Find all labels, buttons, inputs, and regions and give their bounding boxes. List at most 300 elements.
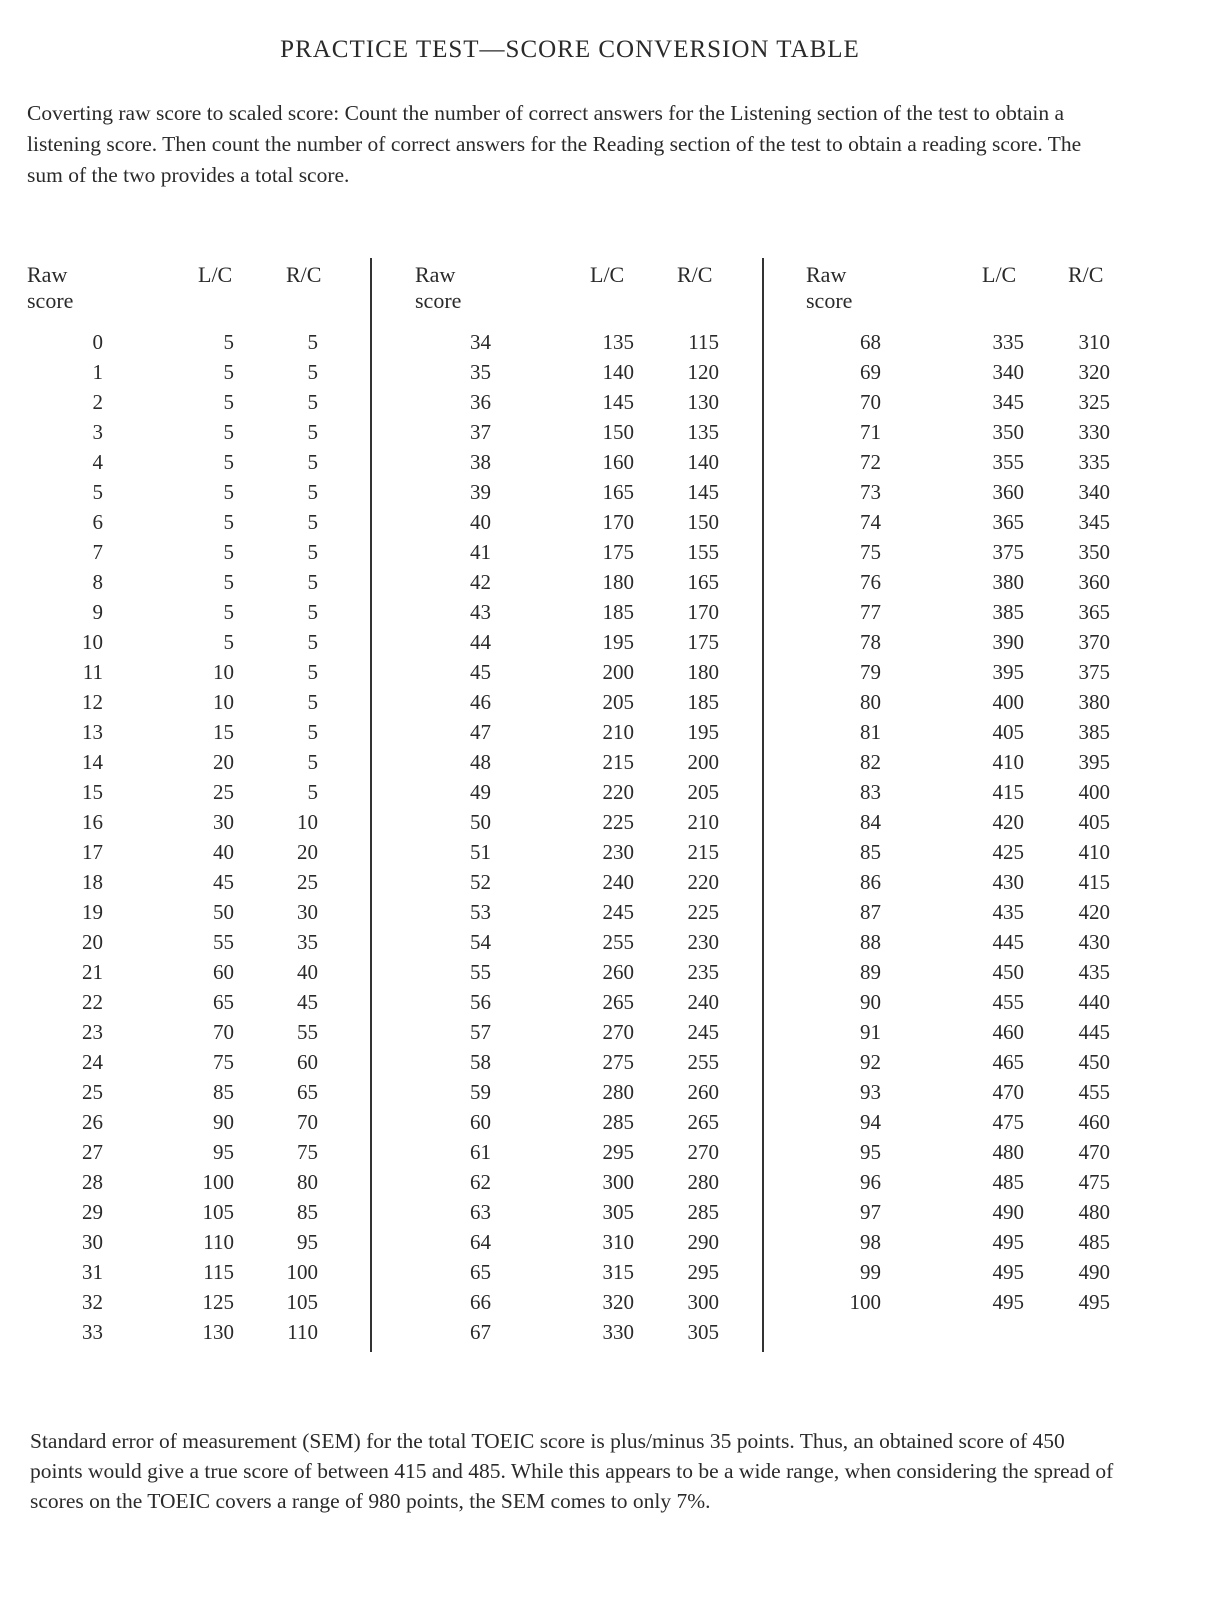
lc-score-cell: 385 [992, 600, 1024, 624]
raw-score-cell: 42 [470, 570, 491, 594]
raw-score-cell: 26 [82, 1110, 103, 1134]
rc-score-cell: 120 [687, 360, 719, 384]
column-divider [370, 258, 372, 1352]
header-lc: L/C [198, 262, 233, 287]
raw-score-cell: 98 [860, 1230, 881, 1254]
raw-score-cell: 69 [860, 360, 881, 384]
rc-score-cell: 340 [1078, 480, 1110, 504]
lc-score-cell: 310 [602, 1230, 634, 1254]
rc-score-cell: 25 [297, 870, 318, 894]
lc-score-cell: 380 [992, 570, 1024, 594]
header-rc: R/C [286, 262, 322, 287]
rc-score-cell: 235 [687, 960, 719, 984]
rc-score-cell: 140 [687, 450, 719, 474]
lc-score-cell: 5 [223, 390, 234, 414]
raw-score-cell: 11 [82, 660, 103, 684]
lc-score-cell: 90 [213, 1110, 234, 1134]
lc-score-cell: 165 [602, 480, 634, 504]
raw-score-cell: 68 [860, 330, 881, 354]
lc-score-cell: 330 [602, 1320, 634, 1344]
raw-score-cell: 25 [82, 1080, 103, 1104]
rc-score-cell: 325 [1078, 390, 1110, 414]
lc-score-cell: 225 [602, 810, 634, 834]
lc-score-cell: 65 [213, 990, 234, 1014]
raw-score-cell: 93 [860, 1080, 881, 1104]
lc-score-cell: 40 [213, 840, 234, 864]
rc-score-cell: 5 [307, 720, 318, 744]
lc-score-cell: 50 [213, 900, 234, 924]
raw-score-cell: 89 [860, 960, 881, 984]
raw-score-cell: 40 [470, 510, 491, 534]
rc-score-cell: 35 [297, 930, 318, 954]
lc-score-cell: 200 [602, 660, 634, 684]
lc-score-cell: 15 [213, 720, 234, 744]
lc-score-cell: 410 [992, 750, 1024, 774]
rc-score-cell: 255 [687, 1050, 719, 1074]
rc-score-cell: 410 [1078, 840, 1110, 864]
rc-score-cell: 5 [307, 780, 318, 804]
rc-score-cell: 330 [1078, 420, 1110, 444]
raw-score-cell: 60 [470, 1110, 491, 1134]
rc-score-cell: 5 [307, 510, 318, 534]
raw-score-cell: 20 [82, 930, 103, 954]
intro-paragraph: Coverting raw score to scaled score: Count the number of correct answers for the Listening section of the test to obtain a listening score. Then count the number of correct answers for the Reading section of the test to obtain a reading score. The sum of the two provides a total score. [27, 101, 1082, 187]
raw-score-cell: 85 [860, 840, 881, 864]
raw-score-cell: 72 [860, 450, 881, 474]
lc-score-cell: 305 [602, 1200, 634, 1224]
raw-score-cell: 27 [82, 1140, 103, 1164]
lc-score-cell: 70 [213, 1020, 234, 1044]
raw-score-cell: 34 [470, 330, 491, 354]
rc-score-cell: 115 [688, 330, 719, 354]
rc-score-cell: 5 [307, 600, 318, 624]
rc-score-cell: 5 [307, 660, 318, 684]
rc-score-cell: 460 [1078, 1110, 1110, 1134]
raw-score-cell: 4 [92, 450, 103, 474]
lc-score-cell: 210 [602, 720, 634, 744]
rc-score-cell: 280 [687, 1170, 719, 1194]
lc-score-cell: 175 [602, 540, 634, 564]
lc-score-cell: 415 [992, 780, 1024, 804]
lc-score-cell: 110 [203, 1230, 234, 1254]
lc-score-cell: 455 [992, 990, 1024, 1014]
lc-score-cell: 355 [992, 450, 1024, 474]
rc-score-cell: 20 [297, 840, 318, 864]
lc-score-cell: 270 [602, 1020, 634, 1044]
lc-score-cell: 495 [992, 1290, 1024, 1314]
lc-score-cell: 5 [223, 540, 234, 564]
rc-score-cell: 345 [1078, 510, 1110, 534]
raw-score-cell: 78 [860, 630, 881, 654]
header-raw-score: Raw score [415, 262, 462, 313]
lc-score-cell: 275 [602, 1050, 634, 1074]
lc-score-cell: 465 [992, 1050, 1024, 1074]
rc-score-cell: 245 [687, 1020, 719, 1044]
lc-score-cell: 5 [223, 330, 234, 354]
rc-score-cell: 75 [297, 1140, 318, 1164]
rc-score-cell: 210 [687, 810, 719, 834]
rc-score-cell: 475 [1078, 1170, 1110, 1194]
raw-score-cell: 61 [470, 1140, 491, 1164]
lc-score-cell: 180 [602, 570, 634, 594]
rc-score-cell: 380 [1078, 690, 1110, 714]
rc-score-cell: 370 [1078, 630, 1110, 654]
raw-score-cell: 95 [860, 1140, 881, 1164]
lc-score-cell: 5 [223, 630, 234, 654]
raw-score-cell: 12 [82, 690, 103, 714]
raw-score-cell: 33 [82, 1320, 103, 1344]
lc-score-cell: 5 [223, 600, 234, 624]
rc-score-cell: 485 [1078, 1230, 1110, 1254]
raw-score-cell: 52 [470, 870, 491, 894]
raw-score-cell: 18 [82, 870, 103, 894]
rc-score-cell: 265 [687, 1110, 719, 1134]
raw-score-cell: 41 [470, 540, 491, 564]
rc-score-cell: 335 [1078, 450, 1110, 474]
rc-score-cell: 5 [307, 630, 318, 654]
lc-score-cell: 5 [223, 570, 234, 594]
lc-score-cell: 60 [213, 960, 234, 984]
lc-score-cell: 390 [992, 630, 1024, 654]
raw-score-cell: 82 [860, 750, 881, 774]
raw-score-cell: 29 [82, 1200, 103, 1224]
raw-score-cell: 64 [470, 1230, 491, 1254]
lc-score-cell: 315 [602, 1260, 634, 1284]
lc-score-cell: 55 [213, 930, 234, 954]
lc-score-cell: 340 [992, 360, 1024, 384]
lc-score-cell: 475 [992, 1110, 1024, 1134]
lc-score-cell: 135 [602, 330, 634, 354]
raw-score-cell: 90 [860, 990, 881, 1014]
raw-score-cell: 94 [860, 1110, 881, 1134]
page-title: PRACTICE TEST—SCORE CONVERSION TABLE [280, 36, 860, 63]
lc-score-cell: 495 [992, 1230, 1024, 1254]
raw-score-cell: 75 [860, 540, 881, 564]
lc-score-cell: 240 [602, 870, 634, 894]
rc-score-cell: 440 [1078, 990, 1110, 1014]
rc-score-cell: 470 [1078, 1140, 1110, 1164]
raw-score-cell: 65 [470, 1260, 491, 1284]
lc-score-cell: 285 [602, 1110, 634, 1134]
raw-score-cell: 39 [470, 480, 491, 504]
rc-score-cell: 180 [687, 660, 719, 684]
rc-score-cell: 495 [1078, 1290, 1110, 1314]
rc-score-cell: 105 [286, 1290, 318, 1314]
raw-score-cell: 50 [470, 810, 491, 834]
rc-score-cell: 130 [687, 390, 719, 414]
rc-score-cell: 5 [307, 690, 318, 714]
lc-score-cell: 450 [992, 960, 1024, 984]
rc-score-cell: 5 [307, 540, 318, 564]
raw-score-cell: 80 [860, 690, 881, 714]
raw-score-cell: 57 [470, 1020, 491, 1044]
rc-score-cell: 30 [297, 900, 318, 924]
lc-score-cell: 10 [213, 690, 234, 714]
rc-score-cell: 290 [687, 1230, 719, 1254]
lc-score-cell: 45 [213, 870, 234, 894]
lc-score-cell: 435 [992, 900, 1024, 924]
raw-score-cell: 54 [470, 930, 491, 954]
lc-score-cell: 395 [992, 660, 1024, 684]
rc-score-cell: 400 [1078, 780, 1110, 804]
rc-score-cell: 420 [1078, 900, 1110, 924]
rc-score-cell: 205 [687, 780, 719, 804]
raw-score-cell: 99 [860, 1260, 881, 1284]
raw-score-cell: 32 [82, 1290, 103, 1314]
raw-score-cell: 5 [92, 480, 103, 504]
raw-score-cell: 28 [82, 1170, 103, 1194]
raw-score-cell: 24 [82, 1050, 103, 1074]
raw-score-cell: 44 [470, 630, 491, 654]
rc-score-cell: 415 [1078, 870, 1110, 894]
raw-score-cell: 62 [470, 1170, 491, 1194]
raw-score-cell: 87 [860, 900, 881, 924]
raw-score-cell: 83 [860, 780, 881, 804]
rc-score-cell: 220 [687, 870, 719, 894]
raw-score-cell: 19 [82, 900, 103, 924]
rc-score-cell: 270 [687, 1140, 719, 1164]
lc-score-cell: 5 [223, 420, 234, 444]
rc-score-cell: 135 [687, 420, 719, 444]
rc-score-cell: 5 [307, 750, 318, 774]
lc-score-cell: 160 [602, 450, 634, 474]
lc-score-cell: 125 [202, 1290, 234, 1314]
raw-score-cell: 13 [82, 720, 103, 744]
raw-score-cell: 91 [860, 1020, 881, 1044]
raw-score-cell: 96 [860, 1170, 881, 1194]
raw-score-cell: 8 [92, 570, 103, 594]
lc-score-cell: 105 [202, 1200, 234, 1224]
raw-score-cell: 0 [92, 330, 103, 354]
raw-score-cell: 36 [470, 390, 491, 414]
header-rc: R/C [677, 262, 713, 287]
lc-score-cell: 345 [992, 390, 1024, 414]
rc-score-cell: 10 [297, 810, 318, 834]
raw-score-cell: 84 [860, 810, 881, 834]
lc-score-cell: 5 [223, 510, 234, 534]
header-lc: L/C [982, 262, 1017, 287]
header-rc: R/C [1068, 262, 1104, 287]
raw-score-cell: 86 [860, 870, 881, 894]
lc-score-cell: 195 [602, 630, 634, 654]
rc-score-cell: 300 [687, 1290, 719, 1314]
raw-score-cell: 22 [82, 990, 103, 1014]
rc-score-cell: 5 [307, 450, 318, 474]
raw-score-cell: 79 [860, 660, 881, 684]
raw-score-cell: 70 [860, 390, 881, 414]
rc-score-cell: 240 [687, 990, 719, 1014]
raw-score-cell: 56 [470, 990, 491, 1014]
rc-score-cell: 145 [687, 480, 719, 504]
rc-score-cell: 445 [1078, 1020, 1110, 1044]
rc-score-cell: 65 [297, 1080, 318, 1104]
raw-score-cell: 6 [92, 510, 103, 534]
raw-score-cell: 100 [849, 1290, 881, 1314]
rc-score-cell: 215 [687, 840, 719, 864]
raw-score-cell: 71 [860, 420, 881, 444]
lc-score-cell: 335 [992, 330, 1024, 354]
rc-score-cell: 5 [307, 420, 318, 444]
raw-score-cell: 51 [470, 840, 491, 864]
raw-score-cell: 1 [92, 360, 103, 384]
rc-score-cell: 450 [1078, 1050, 1110, 1074]
rc-score-cell: 80 [297, 1170, 318, 1194]
lc-score-cell: 150 [602, 420, 634, 444]
raw-score-cell: 43 [470, 600, 491, 624]
rc-score-cell: 395 [1078, 750, 1110, 774]
rc-score-cell: 365 [1078, 600, 1110, 624]
rc-score-cell: 490 [1078, 1260, 1110, 1284]
rc-score-cell: 110 [287, 1320, 318, 1344]
lc-score-cell: 245 [602, 900, 634, 924]
rc-score-cell: 320 [1078, 360, 1110, 384]
rc-score-cell: 5 [307, 360, 318, 384]
rc-score-cell: 455 [1078, 1080, 1110, 1104]
lc-score-cell: 5 [223, 450, 234, 474]
raw-score-cell: 16 [82, 810, 103, 834]
rc-score-cell: 385 [1078, 720, 1110, 744]
lc-score-cell: 145 [602, 390, 634, 414]
lc-score-cell: 300 [602, 1170, 634, 1194]
lc-score-cell: 115 [203, 1260, 234, 1284]
rc-score-cell: 45 [297, 990, 318, 1014]
raw-score-cell: 7 [92, 540, 103, 564]
lc-score-cell: 485 [992, 1170, 1024, 1194]
lc-score-cell: 25 [213, 780, 234, 804]
lc-score-cell: 420 [992, 810, 1024, 834]
rc-score-cell: 195 [687, 720, 719, 744]
raw-score-cell: 63 [470, 1200, 491, 1224]
raw-score-cell: 67 [470, 1320, 491, 1344]
rc-score-cell: 305 [687, 1320, 719, 1344]
lc-score-cell: 400 [992, 690, 1024, 714]
rc-score-cell: 360 [1078, 570, 1110, 594]
raw-score-cell: 92 [860, 1050, 881, 1074]
lc-score-cell: 140 [602, 360, 634, 384]
lc-score-cell: 320 [602, 1290, 634, 1314]
lc-score-cell: 360 [992, 480, 1024, 504]
raw-score-cell: 73 [860, 480, 881, 504]
lc-score-cell: 85 [213, 1080, 234, 1104]
rc-score-cell: 95 [297, 1230, 318, 1254]
rc-score-cell: 375 [1078, 660, 1110, 684]
raw-score-cell: 46 [470, 690, 491, 714]
lc-score-cell: 460 [992, 1020, 1024, 1044]
rc-score-cell: 5 [307, 330, 318, 354]
rc-score-cell: 405 [1078, 810, 1110, 834]
sem-footnote: Standard error of measurement (SEM) for the total TOEIC score is plus/minus 35 points. Thus, an obtained score of 450 points would give a true score of between 415 and 485. While this appears to be a wide range, when considering the spread of scores on the TOEIC covers a range of 980 points, the SEM comes to only 7%. [30, 1429, 1114, 1513]
column-divider [762, 258, 764, 1352]
rc-score-cell: 185 [687, 690, 719, 714]
raw-score-cell: 97 [860, 1200, 881, 1224]
raw-score-cell: 88 [860, 930, 881, 954]
lc-score-cell: 5 [223, 480, 234, 504]
raw-score-cell: 45 [470, 660, 491, 684]
raw-score-cell: 53 [470, 900, 491, 924]
raw-score-cell: 15 [82, 780, 103, 804]
lc-score-cell: 365 [992, 510, 1024, 534]
raw-score-cell: 74 [860, 510, 881, 534]
raw-score-cell: 58 [470, 1050, 491, 1074]
rc-score-cell: 70 [297, 1110, 318, 1134]
raw-score-cell: 47 [470, 720, 491, 744]
raw-score-cell: 81 [860, 720, 881, 744]
raw-score-cell: 59 [470, 1080, 491, 1104]
raw-score-cell: 17 [82, 840, 103, 864]
raw-score-cell: 9 [92, 600, 103, 624]
rc-score-cell: 165 [687, 570, 719, 594]
raw-score-cell: 30 [82, 1230, 103, 1254]
lc-score-cell: 205 [602, 690, 634, 714]
raw-score-cell: 10 [82, 630, 103, 654]
lc-score-cell: 375 [992, 540, 1024, 564]
raw-score-cell: 2 [92, 390, 103, 414]
rc-score-cell: 5 [307, 570, 318, 594]
raw-score-cell: 49 [470, 780, 491, 804]
lc-score-cell: 405 [992, 720, 1024, 744]
lc-score-cell: 265 [602, 990, 634, 1014]
lc-score-cell: 430 [992, 870, 1024, 894]
lc-score-cell: 260 [602, 960, 634, 984]
raw-score-cell: 77 [860, 600, 881, 624]
rc-score-cell: 310 [1078, 330, 1110, 354]
lc-score-cell: 490 [992, 1200, 1024, 1224]
lc-score-cell: 130 [202, 1320, 234, 1344]
lc-score-cell: 445 [992, 930, 1024, 954]
header-raw-score: Raw score [806, 262, 853, 313]
rc-score-cell: 295 [687, 1260, 719, 1284]
raw-score-cell: 55 [470, 960, 491, 984]
lc-score-cell: 185 [602, 600, 634, 624]
raw-score-cell: 38 [470, 450, 491, 474]
rc-score-cell: 260 [687, 1080, 719, 1104]
lc-score-cell: 5 [223, 360, 234, 384]
lc-score-cell: 470 [992, 1080, 1024, 1104]
rc-score-cell: 480 [1078, 1200, 1110, 1224]
rc-score-cell: 200 [687, 750, 719, 774]
rc-score-cell: 5 [307, 390, 318, 414]
rc-score-cell: 155 [687, 540, 719, 564]
rc-score-cell: 285 [687, 1200, 719, 1224]
raw-score-cell: 23 [82, 1020, 103, 1044]
lc-score-cell: 10 [213, 660, 234, 684]
header-lc: L/C [590, 262, 625, 287]
raw-score-cell: 35 [470, 360, 491, 384]
rc-score-cell: 170 [687, 600, 719, 624]
rc-score-cell: 225 [687, 900, 719, 924]
lc-score-cell: 280 [602, 1080, 634, 1104]
header-raw-score: Raw score [27, 262, 74, 313]
lc-score-cell: 220 [602, 780, 634, 804]
raw-score-cell: 66 [470, 1290, 491, 1314]
lc-score-cell: 230 [602, 840, 634, 864]
raw-score-cell: 76 [860, 570, 881, 594]
raw-score-cell: 21 [82, 960, 103, 984]
raw-score-cell: 14 [82, 750, 103, 774]
lc-score-cell: 255 [602, 930, 634, 954]
rc-score-cell: 175 [687, 630, 719, 654]
rc-score-cell: 230 [687, 930, 719, 954]
lc-score-cell: 100 [202, 1170, 234, 1194]
raw-score-cell: 3 [92, 420, 103, 444]
lc-score-cell: 295 [602, 1140, 634, 1164]
rc-score-cell: 100 [286, 1260, 318, 1284]
rc-score-cell: 150 [687, 510, 719, 534]
rc-score-cell: 40 [297, 960, 318, 984]
lc-score-cell: 170 [602, 510, 634, 534]
lc-score-cell: 75 [213, 1050, 234, 1074]
lc-score-cell: 495 [992, 1260, 1024, 1284]
